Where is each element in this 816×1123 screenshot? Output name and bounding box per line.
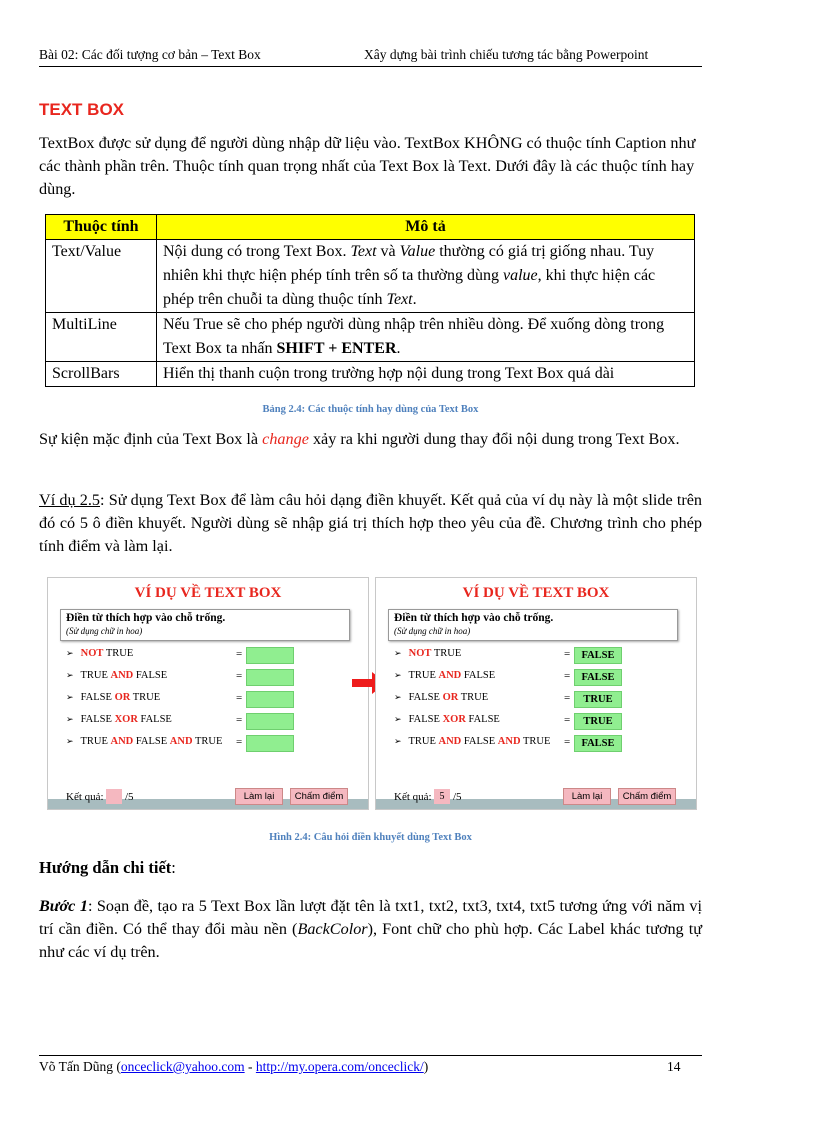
answer-textbox-2[interactable]	[246, 669, 294, 686]
slide-before	[47, 577, 369, 810]
instruction-text: Điền từ thích hợp vào chỗ trống.	[66, 612, 226, 624]
bullet-arrow-icon: ➢	[394, 692, 402, 702]
table-row	[46, 240, 695, 313]
slide-after	[375, 577, 697, 810]
equals-sign: =	[564, 714, 571, 726]
score-denominator: /5	[125, 791, 134, 803]
bullet-arrow-icon: ➢	[394, 648, 402, 658]
answer-textbox-5[interactable]: FALSE	[574, 735, 622, 752]
question-2: ➢ TRUE AND FALSE	[394, 670, 496, 681]
answer-textbox-4[interactable]	[246, 713, 294, 730]
grade-button[interactable]: Chấm điểm	[290, 788, 348, 805]
bullet-arrow-icon: ➢	[394, 736, 402, 746]
instruction-box	[388, 609, 678, 641]
bullet-arrow-icon: ➢	[66, 714, 74, 724]
question-3: ➢ FALSE OR TRUE	[394, 692, 489, 703]
property-name: Text/Value	[46, 240, 157, 313]
header-right: Xây dựng bài trình chiếu tương tác bằng Powerpoint	[364, 47, 649, 62]
properties-table	[45, 214, 695, 387]
property-name: ScrollBars	[46, 362, 157, 387]
equals-sign: =	[236, 670, 243, 682]
page-footer: Võ Tấn Dũng (onceclick@yahoo.com - http://my.opera.com/onceclick/) 14	[39, 1059, 681, 1074]
question-5: ➢ TRUE AND FALSE AND TRUE	[394, 736, 551, 747]
answer-textbox-2[interactable]: FALSE	[574, 669, 622, 686]
score-box	[106, 789, 122, 804]
table-header-cell: Thuộc tính	[46, 215, 157, 240]
score-box: 5	[434, 789, 450, 804]
result-label: Kết quả:	[66, 791, 104, 803]
section-title: TEXT BOX	[39, 100, 125, 119]
equals-sign: =	[564, 670, 571, 682]
question-4: ➢ FALSE XOR FALSE	[66, 714, 172, 725]
figure-caption: Hình 2.4: Câu hỏi điền khuyết dùng Text Box	[269, 832, 472, 843]
page-number: 14	[667, 1059, 681, 1074]
table-caption: Bảng 2.4: Các thuộc tính hay dùng của Text Box	[262, 404, 479, 415]
slide-title: VÍ DỤ VỀ TEXT BOX	[134, 585, 282, 601]
intro-paragraph: TextBox được sử dụng để người dùng nhập dữ liệu vào. TextBox KHÔNG có thuộc tính Caption như các thành phần trên. Thuộc tính quan trọng nhất của Text Box là Text. Dưới đây là các thuộc tính hay dùng.	[39, 134, 696, 198]
bullet-arrow-icon: ➢	[66, 692, 74, 702]
table-header-cell: Mô tả	[157, 215, 695, 240]
answer-textbox-3[interactable]	[246, 691, 294, 708]
question-4: ➢ FALSE XOR FALSE	[394, 714, 500, 725]
equals-sign: =	[236, 692, 243, 704]
event-paragraph: Sự kiện mặc định của Text Box là change xảy ra khi người dung thay đổi nội dung trong Text Box.	[39, 430, 680, 448]
instruction-note: (Sử dụng chữ in hoa)	[66, 626, 143, 636]
url-link[interactable]: http://my.opera.com/onceclick/	[255, 1059, 424, 1074]
question-1: ➢ NOT TRUE	[66, 648, 134, 659]
score-denominator: /5	[453, 791, 462, 803]
slide-title: VÍ DỤ VỀ TEXT BOX	[462, 585, 610, 601]
equals-sign: =	[236, 736, 243, 748]
instruction-note: (Sử dụng chữ in hoa)	[394, 626, 471, 636]
bullet-arrow-icon: ➢	[394, 670, 402, 680]
answer-textbox-4[interactable]: TRUE	[574, 713, 622, 730]
equals-sign: =	[236, 714, 243, 726]
reset-button[interactable]: Làm lại	[563, 788, 611, 805]
result-label: Kết quả:	[394, 791, 432, 803]
question-2: ➢ TRUE AND FALSE	[66, 670, 168, 681]
answer-textbox-1[interactable]	[246, 647, 294, 664]
guide-heading: Hướng dẫn chi tiết:	[39, 858, 176, 877]
email-link[interactable]: onceclick@yahoo.com	[120, 1059, 245, 1074]
instruction-text: Điền từ thích hợp vào chỗ trống.	[394, 612, 554, 624]
property-description: Hiển thị thanh cuộn trong trường hợp nội dung trong Text Box quá dài	[157, 362, 695, 387]
header-rule	[39, 66, 702, 67]
bullet-arrow-icon: ➢	[66, 736, 74, 746]
example-paragraph: Ví dụ 2.5: Sử dụng Text Box để làm câu hỏi dạng điền khuyết. Kết quả của ví dụ này là một slide trên đó có 5 ô điền khuyết. Người dùng sẽ nhập giá trị thích hợp theo yêu của đề. Chương trình cho phép tính điểm và làm lại.	[39, 491, 702, 555]
bullet-arrow-icon: ➢	[66, 648, 74, 658]
equals-sign: =	[236, 648, 243, 660]
answer-textbox-1[interactable]: FALSE	[574, 647, 622, 664]
answer-textbox-3[interactable]: TRUE	[574, 691, 622, 708]
question-3: ➢ FALSE OR TRUE	[66, 692, 161, 703]
table-row	[46, 362, 695, 387]
bullet-arrow-icon: ➢	[394, 714, 402, 724]
grade-button[interactable]: Chấm điểm	[618, 788, 676, 805]
question-1: ➢ NOT TRUE	[394, 648, 462, 659]
equals-sign: =	[564, 692, 571, 704]
table-header-row	[46, 215, 695, 240]
bullet-arrow-icon: ➢	[66, 670, 74, 680]
property-name: MultiLine	[46, 313, 157, 362]
footer-rule	[39, 1055, 702, 1056]
equals-sign: =	[564, 736, 571, 748]
header-left: Bài 02: Các đối tượng cơ bản – Text Box	[39, 47, 261, 62]
page-header	[39, 47, 702, 67]
reset-button[interactable]: Làm lại	[235, 788, 283, 805]
instruction-box	[60, 609, 350, 641]
answer-textbox-5[interactable]	[246, 735, 294, 752]
property-description: Nội dung có trong Text Box. Text và Value thường có giá trị giống nhau. Tuy nhiên khi thực hiện phép tính trên số ta thường dùng value, khi thực hiện các phép trên chuỗi ta dùng thuộc tính Text.	[157, 240, 695, 313]
equals-sign: =	[564, 648, 571, 660]
question-5: ➢ TRUE AND FALSE AND TRUE	[66, 736, 223, 747]
table-row	[46, 313, 695, 362]
step1-paragraph: Bước 1: Soạn đề, tạo ra 5 Text Box lần lượt đặt tên là txt1, txt2, txt3, txt4, txt5 tương ứng với năm vị trí cần điền. Có thể thay đổi màu nền (BackColor), Font chữ cho phù hợp. Các Label khác tương tự như các ví dụ trên.	[39, 897, 702, 961]
property-description: Nếu True sẽ cho phép người dùng nhập trên nhiều dòng. Để xuống dòng trong Text Box ta nhấn SHIFT + ENTER.	[157, 313, 695, 362]
